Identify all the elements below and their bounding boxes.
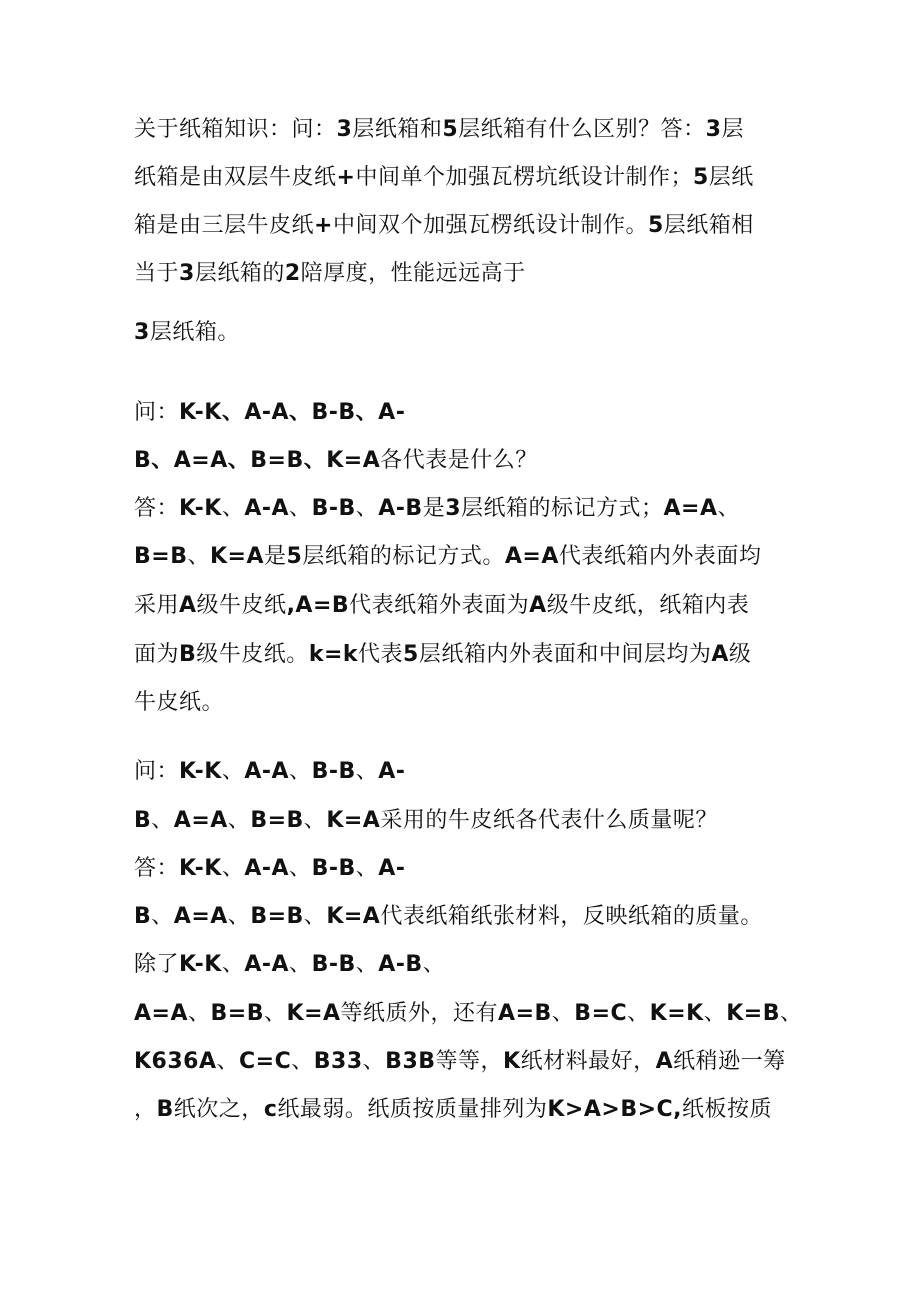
text-run: 、 (289, 496, 312, 521)
text-run: 、 (627, 1001, 650, 1026)
bold-text-run: A (179, 593, 197, 618)
text-run: 、 (227, 904, 251, 929)
bold-text-run: K=A (286, 1001, 341, 1026)
text-line (134, 640, 751, 670)
text-run: 级 (728, 642, 752, 667)
bold-text-run: 5 (286, 544, 303, 569)
text-run: 代表纸箱外表面为 (349, 593, 530, 618)
bold-text-run: K636A (134, 1049, 217, 1074)
bold-text-run: C=C (239, 1049, 292, 1074)
text-line (134, 950, 445, 980)
bold-text-run: A- (378, 759, 406, 784)
text-run: 、 (227, 808, 251, 833)
text-run: 问： (134, 759, 180, 784)
text-run: 、 (551, 1001, 575, 1026)
text-line (134, 398, 405, 428)
text-run: 层纸箱相 (663, 213, 754, 238)
text-run: 层纸 (708, 165, 754, 190)
bold-text-run: B、A=A、B=B、K=A (134, 448, 381, 473)
bold-text-run: A-A (244, 759, 290, 784)
bold-text-run: B-B (311, 496, 356, 521)
bold-text-run: B=B (250, 904, 304, 929)
text-run: 、 (422, 952, 446, 977)
text-run: 、 (151, 904, 174, 929)
text-run: 代表 (358, 642, 404, 667)
bold-text-run: B=B (210, 1001, 264, 1026)
bold-text-run: A-A (244, 496, 290, 521)
text-line (134, 902, 763, 932)
text-run: 、 (216, 1049, 240, 1074)
text-line (134, 1095, 772, 1125)
text-run: 纸次之， (173, 1097, 264, 1122)
bold-text-run: A-A (244, 952, 290, 977)
text-run: 纸最弱。纸质按质量排列为 (277, 1097, 548, 1122)
bold-text-run: K-K (179, 496, 222, 521)
bold-text-run: c (263, 1097, 278, 1122)
text-run: 代表纸箱内外表面均 (558, 544, 762, 569)
text-run: 层 (721, 117, 744, 142)
bold-text-run: 3 (445, 496, 462, 521)
text-run: 、 (221, 856, 245, 881)
bold-text-run: B (134, 808, 152, 833)
text-line (134, 163, 754, 193)
bold-text-run: ,A=B (286, 593, 350, 618)
text-line (134, 542, 761, 572)
text-run: ， (134, 1097, 157, 1122)
text-run: 纸箱是由双层牛皮纸 (134, 165, 337, 190)
text-run: 各代表是什么？ (380, 448, 538, 473)
text-run: 、 (289, 759, 312, 784)
bold-text-run: + (336, 165, 356, 190)
text-run: 问： (134, 400, 180, 425)
bold-text-run: B=B (250, 808, 304, 833)
text-run: 、 (355, 496, 379, 521)
text-run: 层纸箱有什么区别？答： (458, 117, 706, 142)
text-line (134, 318, 240, 348)
text-line (134, 854, 405, 884)
bold-text-run: A=A (173, 904, 228, 929)
bold-text-run: K-K (179, 952, 222, 977)
text-run: 纸材料最好， (520, 1049, 656, 1074)
bold-text-run: K=B (726, 1001, 780, 1026)
bold-text-run: A=A (173, 808, 228, 833)
text-line (134, 757, 405, 787)
bold-text-run: K=K (649, 1001, 704, 1026)
text-run: 、 (221, 759, 245, 784)
text-run: 层纸箱和 (352, 117, 443, 142)
bold-text-run: K=A (326, 904, 381, 929)
text-run: 、 (221, 952, 245, 977)
bold-text-run: B (156, 1097, 174, 1122)
bold-text-run: B3B (385, 1049, 436, 1074)
bold-text-run: B-B (311, 856, 356, 881)
text-run: 陪厚度，性能远远高于 (300, 261, 526, 286)
bold-text-run: 5 (403, 642, 419, 667)
bold-text-run: B (134, 904, 152, 929)
text-run: 采用 (134, 593, 180, 618)
text-line (134, 259, 526, 289)
bold-text-run: B-B (311, 952, 356, 977)
bold-text-run: A-B (378, 952, 423, 977)
text-run: 关于纸箱知识：问： (134, 117, 337, 142)
bold-text-run: B33 (313, 1049, 363, 1074)
bold-text-run: 5 (692, 165, 709, 190)
bold-text-run: K (503, 1049, 521, 1074)
text-run: 除了 (134, 952, 180, 977)
bold-text-run: A-A (244, 856, 290, 881)
text-line (134, 115, 744, 145)
bold-text-run: B (179, 642, 197, 667)
bold-text-run: 5 (647, 213, 664, 238)
text-line (134, 1047, 786, 1077)
text-run: 、 (779, 1001, 803, 1026)
bold-text-run: A- (378, 856, 406, 881)
bold-text-run: K=A (210, 544, 265, 569)
text-run: 是 (264, 544, 287, 569)
text-run: 、 (355, 759, 379, 784)
text-run: 等等， (435, 1049, 504, 1074)
text-run: 纸稍逊一筹 (673, 1049, 786, 1074)
text-run: 、 (187, 544, 210, 569)
text-line (134, 211, 754, 241)
text-run: 箱是由三层牛皮纸 (134, 213, 315, 238)
bold-text-run: + (314, 213, 333, 238)
text-run: 、 (355, 856, 379, 881)
bold-text-run: A-B (378, 496, 423, 521)
bold-text-run: B-B (311, 759, 356, 784)
bold-text-run: 3 (705, 117, 722, 142)
bold-text-run: B=C (574, 1001, 628, 1026)
text-run: 采用的牛皮纸各代表什么质量呢？ (380, 808, 718, 833)
text-run: 、 (362, 1049, 386, 1074)
text-line (134, 591, 749, 621)
bold-text-run: 3 (336, 117, 353, 142)
text-run: 纸板按质 (682, 1097, 773, 1122)
text-run: 、 (188, 1001, 211, 1026)
text-run: 、 (289, 952, 312, 977)
text-line (134, 999, 802, 1029)
text-run: 、 (717, 496, 741, 521)
bold-text-run: 2 (284, 261, 301, 286)
bold-text-run: A (711, 642, 729, 667)
bold-text-run: K-K (179, 856, 222, 881)
text-run: 、 (151, 808, 174, 833)
text-run: 答： (134, 856, 180, 881)
text-run: 层纸箱。 (149, 320, 240, 345)
text-run: 级牛皮纸 (196, 593, 287, 618)
bold-text-run: 5 (442, 117, 459, 142)
bold-text-run: K=A (326, 808, 381, 833)
text-run: 层纸箱的标记方式。 (302, 544, 505, 569)
text-run: 是 (422, 496, 446, 521)
text-line (134, 446, 538, 476)
bold-text-run: B=B (134, 544, 188, 569)
text-run: 、 (264, 1001, 287, 1026)
text-run: 牛皮纸。 (134, 690, 225, 715)
text-run: 、 (289, 856, 312, 881)
bold-text-run: A=A (504, 544, 559, 569)
bold-text-run: A=A (134, 1001, 188, 1026)
bold-text-run: A=B (498, 1001, 552, 1026)
text-run: 面为 (134, 642, 180, 667)
bold-text-run: A (529, 593, 547, 618)
text-run: 、 (303, 808, 327, 833)
text-run: 中间双个加强瓦楞纸设计制作。 (332, 213, 648, 238)
text-run: 答： (134, 496, 180, 521)
text-run: 层纸箱的 (194, 261, 285, 286)
bold-text-run: k=k (308, 642, 359, 667)
text-run: 级牛皮纸，纸箱内表 (546, 593, 750, 618)
text-line (134, 688, 224, 718)
text-run: 层纸箱内外表面和中间层均为 (418, 642, 712, 667)
text-run: 、 (703, 1001, 727, 1026)
bold-text-run: 3 (179, 261, 195, 286)
text-run: 级牛皮纸。 (196, 642, 309, 667)
text-run: 、 (291, 1049, 314, 1074)
text-line (134, 806, 718, 836)
bold-text-run: K-K、A-A、B-B、A- (179, 400, 406, 425)
bold-text-run: K-K (179, 759, 222, 784)
text-run: 中间单个加强瓦楞坑纸设计制作； (355, 165, 693, 190)
bold-text-run: K>A>B>C, (547, 1097, 683, 1122)
text-run: 、 (355, 952, 379, 977)
text-run: 当于 (134, 261, 180, 286)
text-line (134, 494, 740, 524)
text-run: 、 (303, 904, 327, 929)
text-run: 层纸箱的标记方式； (461, 496, 664, 521)
text-run: 、 (221, 496, 245, 521)
bold-text-run: A=A (663, 496, 718, 521)
bold-text-run: A (655, 1049, 674, 1074)
text-run: 等纸质外，还有 (340, 1001, 499, 1026)
text-run: 代表纸箱纸张材料，反映纸箱的质量。 (380, 904, 763, 929)
bold-text-run: 3 (134, 320, 150, 345)
